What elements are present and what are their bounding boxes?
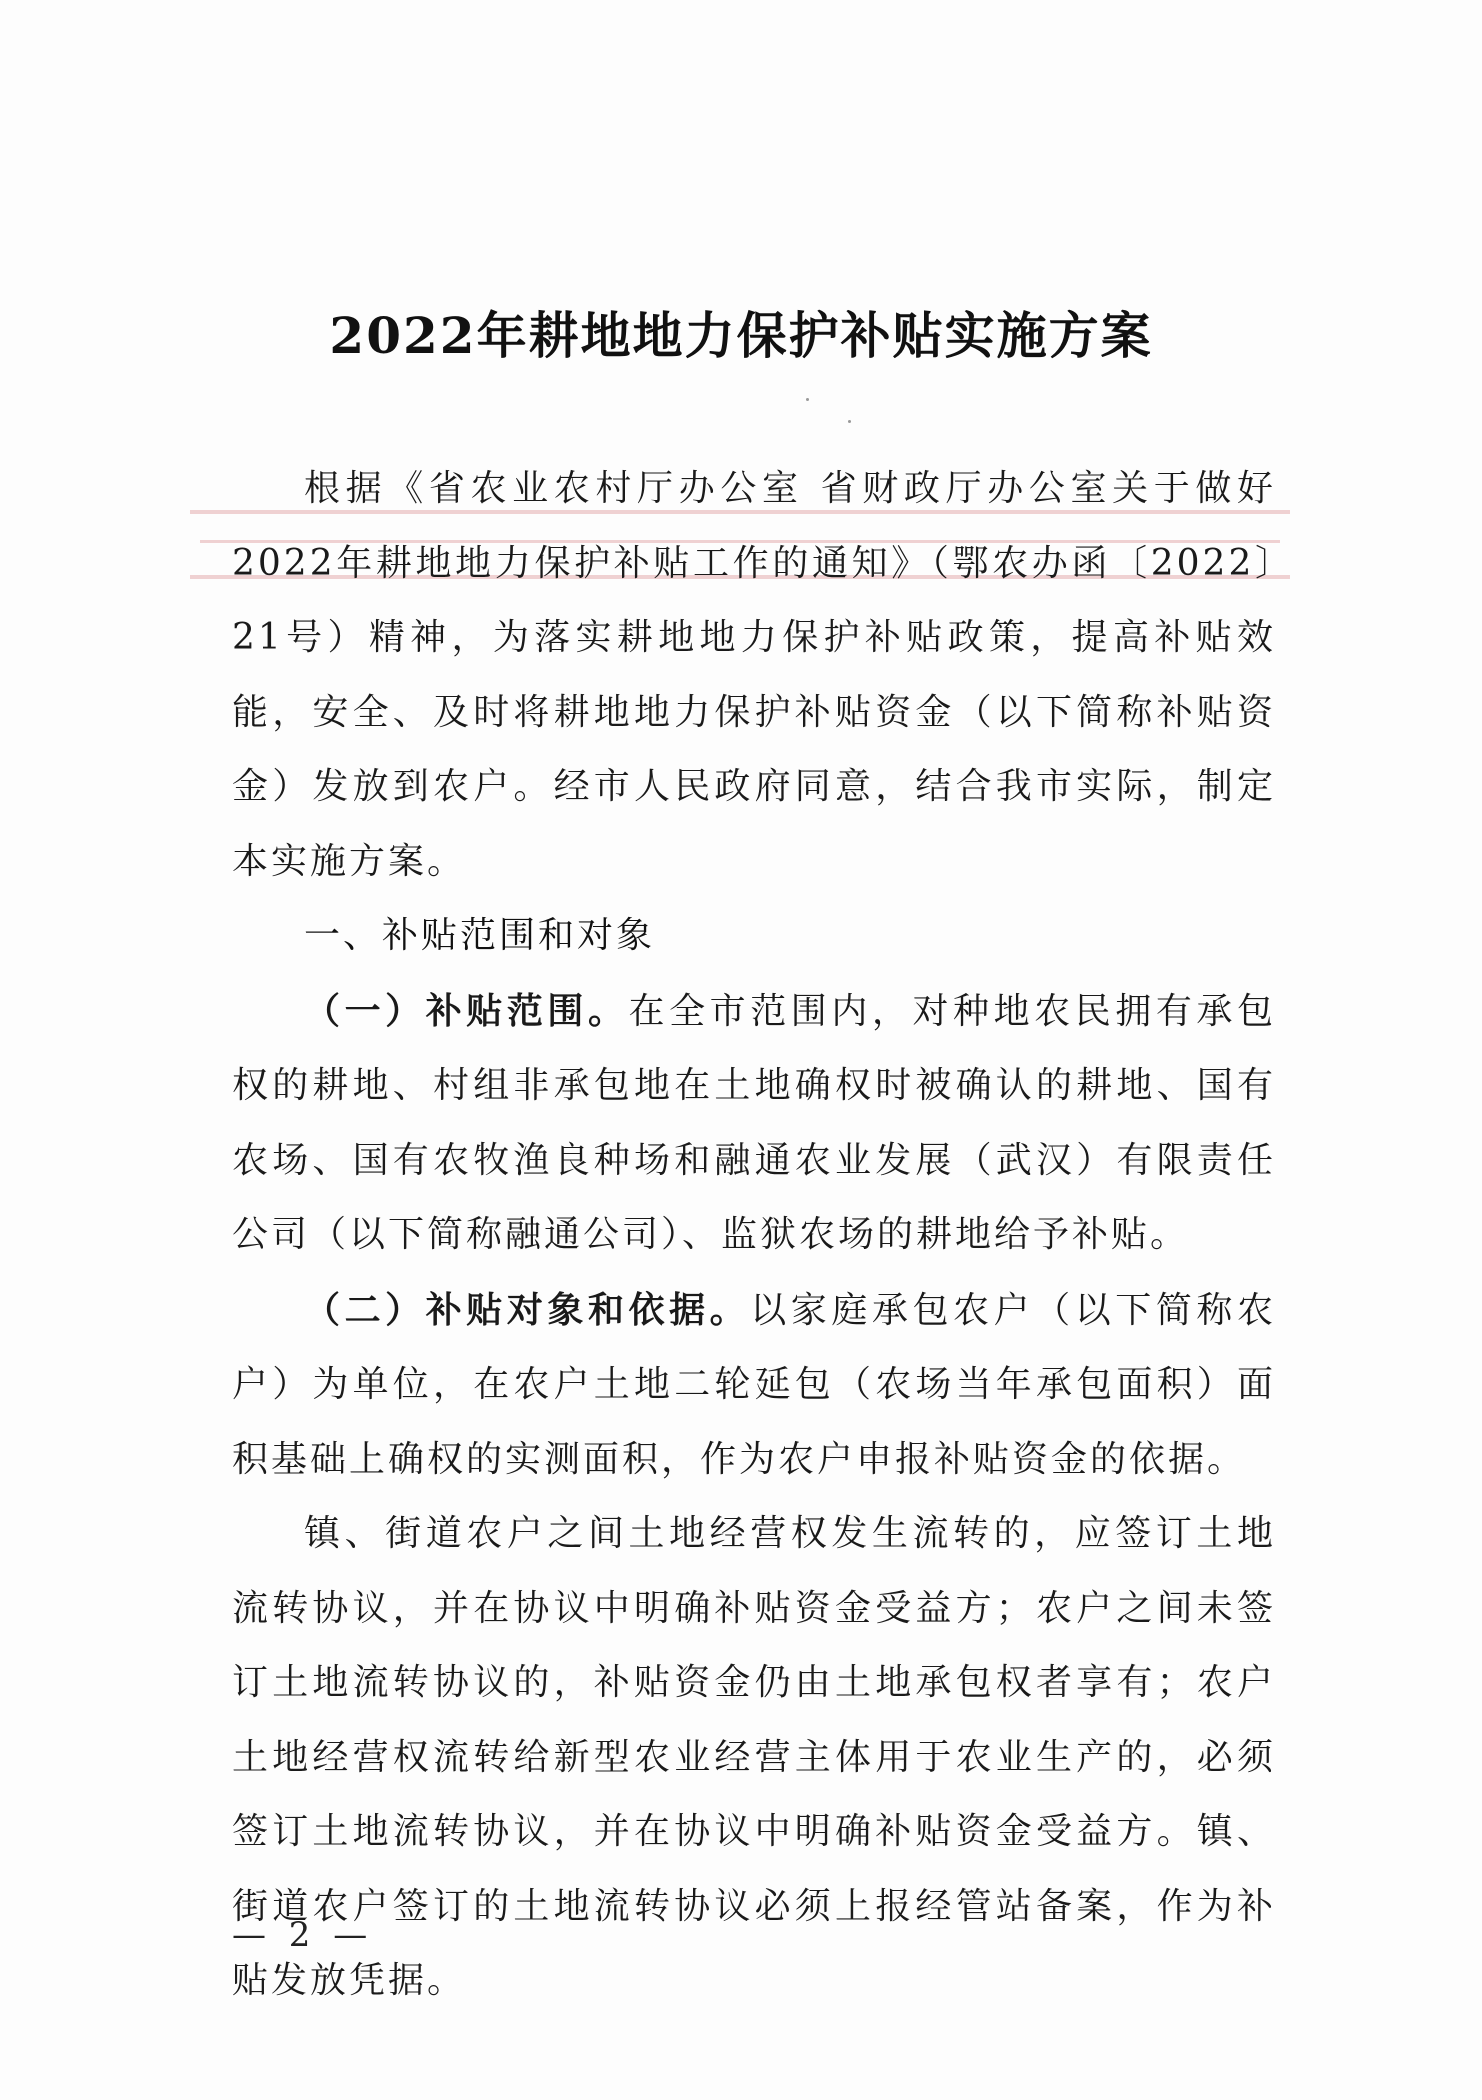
subsection-1-text: 在全市范围内，对种地农民拥有承包权的耕地、村组非承包地在土地确权时被确认的耕地、国有农场、国有农牧渔良种场和融通农业发展（武汉）有限责任公司（以下简称融通公司）、监狱农场的耕地给予补贴。 (232, 990, 1276, 1255)
subsection-1-label: （一）补贴范围。 (304, 989, 629, 1032)
transfer-paragraph-text: 镇、街道农户之间土地经营权发生流转的，应签订土地流转协议，并在协议中明确补贴资金受益方；农户之间未签订土地流转协议的，补贴资金仍由土地承包权者享有；农户土地经营权流转给新型农业经营主体用于农业生产的，必须签订土地流转协议，并在协议中明确补贴资金受益方。镇、街道农户签订的土地流转协议必须上报经管站备案，作为补贴发放凭据。 (232, 1513, 1276, 2001)
scan-speck (806, 398, 809, 401)
document-title: 2022年耕地地力保护补贴实施方案 (329, 306, 1153, 365)
page-number: — 2 — (232, 1915, 374, 1955)
subsection-2-label: （二）补贴对象和依据。 (304, 1288, 751, 1331)
transfer-paragraph (232, 1497, 1276, 2019)
subsection-2-paragraph (232, 1273, 1276, 1498)
scan-speck (848, 420, 851, 423)
document-body (232, 452, 1276, 2019)
subsection-2-text: 以家庭承包农户（以下简称农户）为单位，在农户土地二轮延包（农场当年承包面积）面积基础上确权的实测面积，作为农户申报补贴资金的依据。 (232, 1289, 1276, 1480)
intro-paragraph-text: 根据《省农业农村厅办公室 省财政厅办公室关于做好2022年耕地地力保护补贴工作的通知》（鄂农办函〔2022〕21号）精神，为落实耕地地力保护补贴政策，提高补贴效能，安全、及时将耕地地力保护补贴资金（以下简称补贴资金）发放到农户。经市人民政府同意，结合我市实际，制定本实施方案。 (232, 468, 1276, 882)
section-heading-1: 一、补贴范围和对象 (304, 915, 656, 956)
subsection-1-paragraph (232, 974, 1276, 1273)
intro-paragraph (232, 452, 1276, 899)
